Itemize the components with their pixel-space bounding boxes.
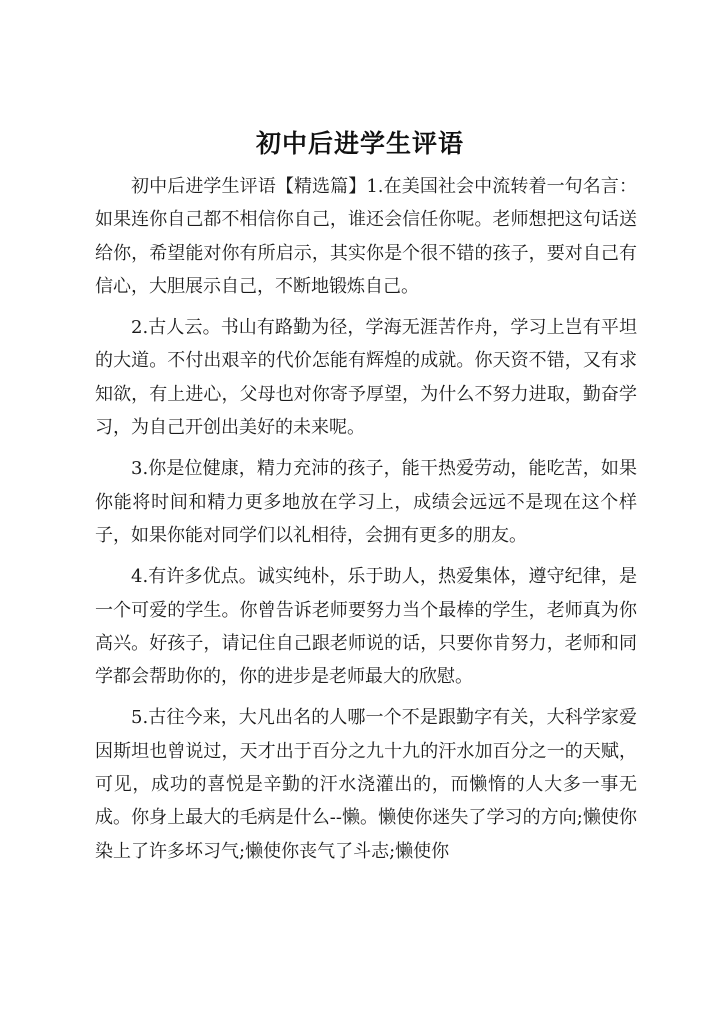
paragraph-3: 3.你是位健康，精力充沛的孩子，能干热爱劳动，能吃苦，如果你能将时间和精力更多地放在学习上，成绩会远远不是现在这个样子，如果你能对同学们以礼相待，会拥有更多的朋友。 — [95, 458, 637, 546]
document-body — [95, 170, 637, 876]
paragraph-2: 2.古人云。书山有路勤为径，学海无涯苦作舟，学习上岂有平坦的大道。不付出艰辛的代价怎能有辉煌的成就。你天资不错，又有求知欲，有上进心，父母也对你寄予厚望，为什么不努力进取，勤奋学习，为自己开创出美好的未来呢。 — [95, 317, 637, 439]
paragraph-4: 4.有许多优点。诚实纯朴，乐于助人，热爱集体，遵守纪律，是一个可爱的学生。你曾告诉老师要努力当个最棒的学生，老师真为你高兴。好孩子，请记住自己跟老师说的话，只要你肯努力，老师和同学都会帮助你的，你的进步是老师最大的欣慰。 — [95, 566, 637, 688]
paragraph-5: 5.古往今来，大凡出名的人哪一个不是跟勤字有关，大科学家爱因斯坦也曾说过，天才出于百分之九十九的汗水加百分之一的天赋，可见，成功的喜悦是辛勤的汗水浇灌出的，而懒惰的人大多一事无成。你身上最大的毛病是什么--懒。懒使你迷失了学习的方向;懒使你染上了许多坏习气;懒使你丧气了斗志;懒使你 — [95, 707, 637, 862]
document-title: 初中后进学生评语 — [255, 129, 464, 158]
paragraph-1: 初中后进学生评语【精选篇】1.在美国社会中流转着一句名言：如果连你自己都不相信你自己，谁还会信任你呢。老师想把这句话送给你，希望能对你有所启示，其实你是个很不错的孩子，要对自己有信心，大胆展示自己，不断地锻炼自己。 — [95, 176, 637, 297]
